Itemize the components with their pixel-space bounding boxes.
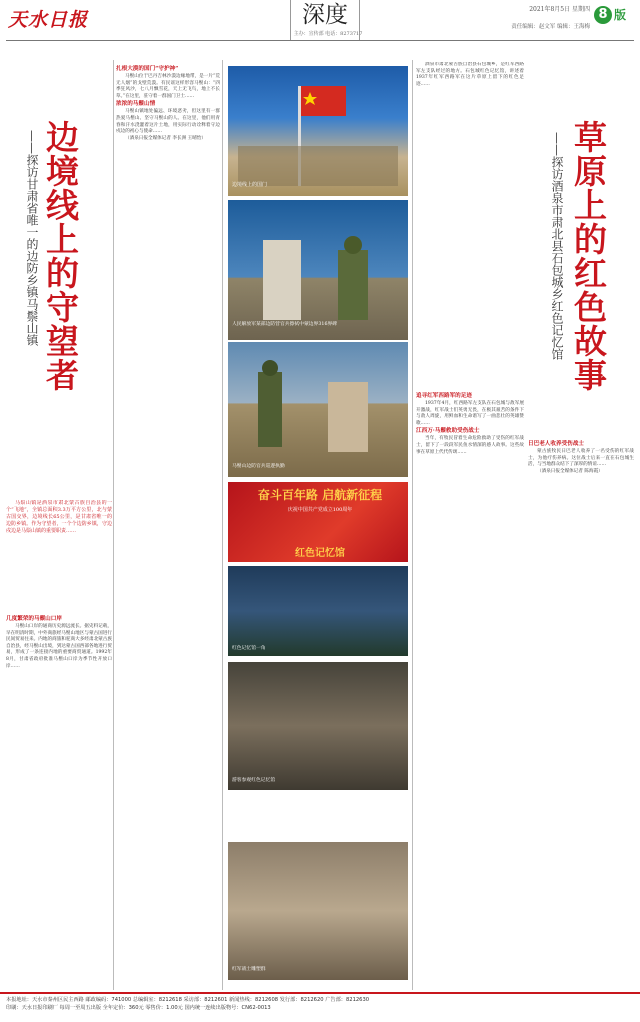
body-paragraph: 蒙古族牧民日巴老人收养了一名受伤的红军战士，为他疗伤养病。这位战士后来一直在石包城生活，与当地群众结下了深厚的情谊…… — [528, 449, 634, 468]
section-staff: 主办：宣传部 电话：8273717 — [293, 31, 363, 37]
page-suffix: 版 — [614, 8, 627, 22]
photo-visitors — [228, 662, 408, 790]
column-divider — [113, 60, 114, 990]
photo-border-gate — [228, 66, 408, 196]
photo-caption: 边境线上的国门 — [232, 182, 268, 188]
section-title: 深度 — [290, 0, 360, 40]
photo-caption: 人民解放军某部边防营官兵擦拭中蒙边界316界碑 — [232, 322, 338, 327]
banner-subtitle: 庆祝中国共产党成立100周年 — [287, 507, 353, 513]
photo-caption: 马鬃山边防官兵巡逻执勤 — [232, 464, 285, 469]
section-heading: 江西万·马鬃救助受伤战士 — [416, 428, 480, 435]
body-paragraph: 马鬃山口岸的通商历史源远流长。据史料记载，早在明清时期，中外商旅经马鬃山地区与蒙古国进行民间贸易往来。内地的商旅和驼商大多经肃北蒙古族自治县，经马鬃山出境，到达蒙古国西部各地进行贸易，形成了一条连接内地的重要商贸通道。1992年8月，甘肃省政府批准马鬃山口岸为季节性开放口岸…… — [6, 624, 112, 669]
lead-paragraph: 马鬃山镇是酒泉市肃北蒙古族自治县的一个“飞地”，全镇总面积3.3万平方公里，北与蒙古国交界，边境线长65公里，是甘肃省唯一的边防乡镇。作为守望者，一个个边防乡镇，守边戍边是马鬃山镇的重要职责…… — [6, 500, 112, 534]
section-heading: 日巴老人收养受伤战士 — [528, 441, 584, 447]
section-heading: 几度繁荣的马鬃山口岸 — [6, 616, 62, 622]
masthead-logo: 天水日报 — [8, 9, 89, 31]
body-paragraph: 当年，有牧民冒着生命危险救助了受伤的红军战士，留下了一段段军民鱼水情深的感人故事。这些故事在草原上代代传颂…… — [416, 436, 524, 455]
article-credit: （酒泉日报全媒体记者 李长洲 王晴怡） — [125, 135, 207, 141]
section-heading: 追寻红军西路军的足迹 — [416, 393, 472, 399]
footer-line: 印刷：天水日报印刷厂 每周一至周五出版 全年定价：360元 零售价：1.00元 国内统一连续出版物号：CN62-0013 — [6, 1005, 271, 1011]
photo-caption: 游客参观红色记忆馆 — [232, 778, 276, 783]
left-article-column-b — [116, 65, 220, 990]
footer-line: 本报地址：天水市秦州区民主西路 邮政编码：741000 总编辑室：8212618 采访部：8212601 新闻热线：8212608 发行部：8212620 广告部：8212630 — [6, 997, 370, 1003]
photo-sculpture — [228, 842, 408, 980]
article-credit: （酒泉日报全媒体记者 陈海霞） — [537, 468, 603, 474]
page-number-badge: 8 — [594, 6, 612, 24]
body-paragraph: 酒泉市肃北蒙古族自治县石包城乡，是红军西路军左支队经过的地方。石包城红色记忆馆，讲述着1937年红军西路军在这片草原上留下的红色足迹…… — [416, 62, 524, 87]
right-article-column-c — [528, 440, 634, 992]
photo-caption: 红色记忆馆一角 — [232, 646, 266, 651]
page-footer — [0, 992, 640, 1022]
banner-title: 奋斗百年路 启航新征程 — [257, 488, 383, 502]
right-article-column-a — [416, 62, 524, 382]
left-article-column-a — [6, 615, 112, 990]
right-article-headline: 草原上的红色故事 — [569, 120, 608, 392]
column-divider — [412, 60, 413, 990]
body-paragraph: 马鬃山镇地处偏远、环境恶劣，但这里有一群热爱马鬃山、坚守马鬃山的人。在这里，他们用青春和汗水浇灌着这片土地，用实际行动诠释着守边戍边的初心与使命…… — [116, 109, 220, 135]
patrol-illustration — [228, 342, 408, 477]
column-divider — [222, 60, 223, 990]
right-article-subtitle: ——探访酒泉市肃北县石包城乡红色记忆馆 — [550, 132, 564, 360]
right-article-column-b — [416, 392, 524, 992]
header-divider — [6, 40, 634, 41]
banner-caption: 红色记忆馆 — [295, 548, 345, 559]
flag-illustration — [228, 66, 408, 196]
photo-caption: 红军战士雕塑群 — [232, 967, 266, 972]
editor-credits: 责任编辑：赵文军 编辑：王海梅 — [511, 24, 590, 30]
left-article-headline: 边境线上的守望者 — [41, 120, 80, 392]
section-heading: 扎根大漠的国门“守护神” — [116, 66, 179, 72]
section-heading: 浓浓的马鬃山情 — [116, 101, 156, 108]
body-paragraph: 马鬃山位于巴丹吉林沙漠边缘地带，是一片“荒无人烟”的戈壁荒漠。有民谣这样形容马鬃山：“四季狂风沙，七八月飘雪花，天上无飞鸟，地上不长草。”在这里，驻守着一群国门卫士…… — [116, 74, 220, 99]
boundary-marker-illustration — [228, 200, 408, 340]
issue-date: 2021年8月5日 星期四 — [529, 6, 590, 13]
photo-border-patrol — [228, 342, 408, 477]
photo-boundary-marker — [228, 200, 408, 340]
left-article-lead — [6, 500, 112, 612]
photo-memorial-hall — [228, 566, 408, 656]
body-paragraph: 1937年4月，红西路军左支队在石包城与敌军展开激战，红军战士们英勇无畏，在极其艰苦的条件下与敌人周旋，用鲜血和生命谱写了一曲悲壮的英雄赞歌…… — [416, 401, 524, 426]
left-article-subtitle: ——探访甘肃省唯一的边防乡镇马鬃山镇 — [25, 130, 39, 346]
